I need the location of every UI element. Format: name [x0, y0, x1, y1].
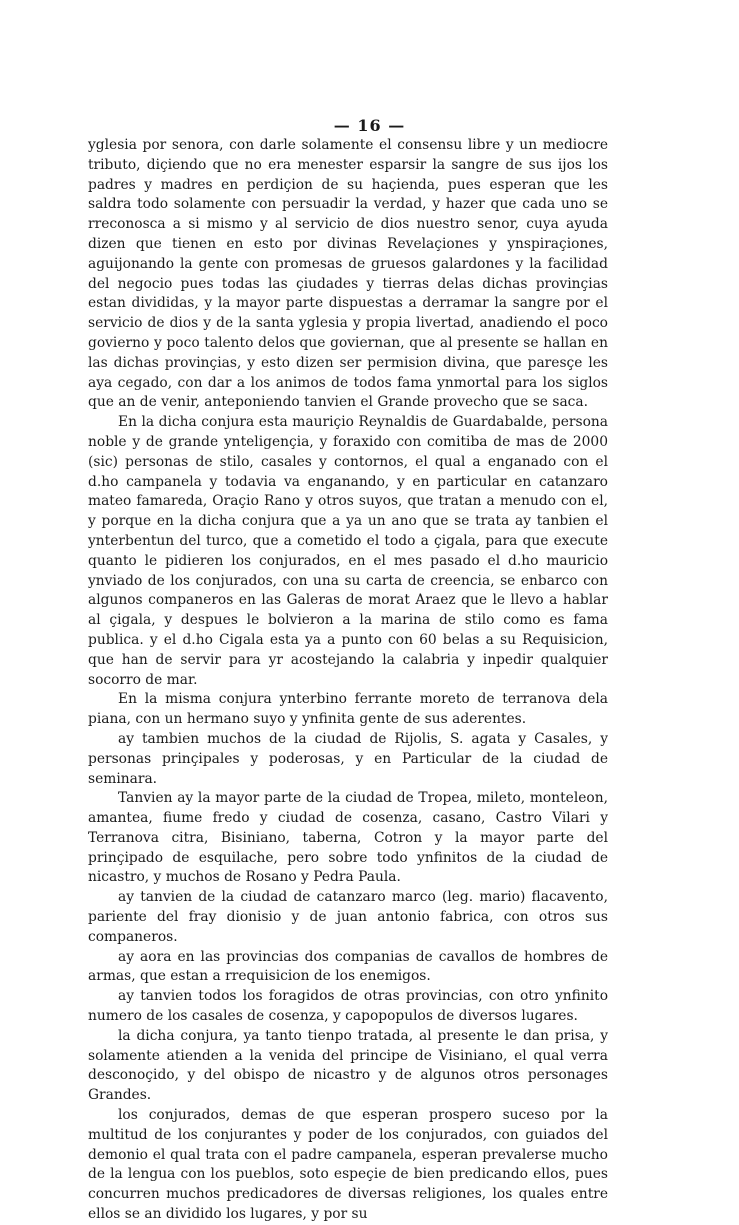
paragraph: los conjurados, demas de que esperan prospero suceso por la multitud de los conjurantes y poder de los conjurados, con guiados del demonio el qual trata con el padre campanela, esperan prevalerse mucho de la lengua con los pueblos, soto espeçie de bien predicando ellos, pues concurren muchos predicadores de diversas religiones, los quales entre ellos se an dividido los lugares, y por su — [88, 1107, 608, 1223]
paragraph: Tanvien ay la mayor parte de la ciudad de Tropea, mileto, monteleon, amantea, fiume fredo y ciudad de cosenza, casano, Castro Vilari y Terranova citra, Bisiniano, taberna, Cotron y la mayor parte del prinçipado de esquilache, pero sobre todo ynfinitos de la ciudad de nicastro, y muchos de Rosano y Pedra Paula. — [88, 790, 608, 886]
paragraph: ay aora en las provincias dos companias de cavallos de hombres de armas, que estan a rrequisicion de los enemigos. — [88, 948, 608, 985]
paragraph: yglesia por senora, con darle solamente el consensu libre y un mediocre tributo, diçiendo que no era menester esparsir la sangre de sus ijos los padres y madres en perdiçion de su haçienda, pues esperan que les saldra todo solamente con persuadir la verdad, y hazer que cada uno se rreconosca a si mismo y al servicio de dios nuestro senor, cuya ayuda dizen que tienen en esto por divinas Revelaçiones y ynspiraçiones, aguijonando la gente con promesas de gruesos galardones y la facilidad del negocio pues todas las çiudades y tierras delas dichas provinçias estan divididas, y la mayor parte dispuestas a derramar la sangre por el servicio de dios y de la santa yglesia y propia livertad, anadiendo el poco govierno y poco talento delos que goviernan, que al presente se hallan en las dichas provinçias, y esto dizen ser permision divina, que paresçe les aya cegado, con dar a los animos de todos fama ynmortal para los siglos que an de venir, anteponiendo tanvien el Grande provecho que se saca. — [88, 137, 608, 411]
paragraph: En la misma conjura ynterbino ferrante moreto de terranova dela piana, con un hermano suyo y ynfinita gente de sus aderentes. — [88, 691, 608, 728]
page-number: — 16 — — [333, 116, 406, 135]
paragraph: ay tambien muchos de la ciudad de Rijolis, S. agata y Casales, y personas prinçipales y poderosas, y en Particular de la ciudad de seminara. — [88, 730, 608, 787]
paragraph: ay tanvien de la ciudad de catanzaro marco (leg. mario) flacavento, pariente del fray dionisio y de juan antonio fabrica, con otros sus companeros. — [88, 889, 608, 945]
paragraph: la dicha conjura, ya tanto tienpo tratada, al presente le dan prisa, y solamente atienden a la venida del principe de Visiniano, el qual verra desconoçido, y del obispo de nicastro y de algunos otros personages Grandes. — [88, 1027, 608, 1104]
paragraph: En la dicha conjura esta mauriçio Reynaldis de Guardabalde, persona noble y de grande ynteligençia, y foraxido con comitiba de mas de 2000 (sic) personas de stilo, casales y contornos, el qual a enganado con el d.ho campanela y todavia va enganando, y en particular en catanzaro mateo famareda, Oraçio Rano y otros suyos, que tratan a menudo con el, y porque en la dicha conjura que a ya un ano que se trata ay tanbien el ynterbentun del turco, que a cometido el todo a çigala, para que execute quanto le pidieren los conjurados, en el mes pasado el d.ho mauricio ynviado de los conjurados, con una su carta de creencia, se enbarco con algunos companeros en las Galeras de morat Araez que le llevo a hablar al çigala, y despues le bolvieron a la marina de stilo como es fama publica. y el d.ho Cigala esta ya a punto con 60 belas a su Requisicion, que han de servir para yr acostejando la calabria y inpedir qualquier socorro de mar. — [88, 414, 608, 688]
paragraph: ay tanvien todos los foragidos de otras provincias, con otro ynfinito numero de los casales de cosenza, y capopopulos de diversos lugares. — [88, 988, 608, 1025]
body-text — [88, 136, 608, 1225]
